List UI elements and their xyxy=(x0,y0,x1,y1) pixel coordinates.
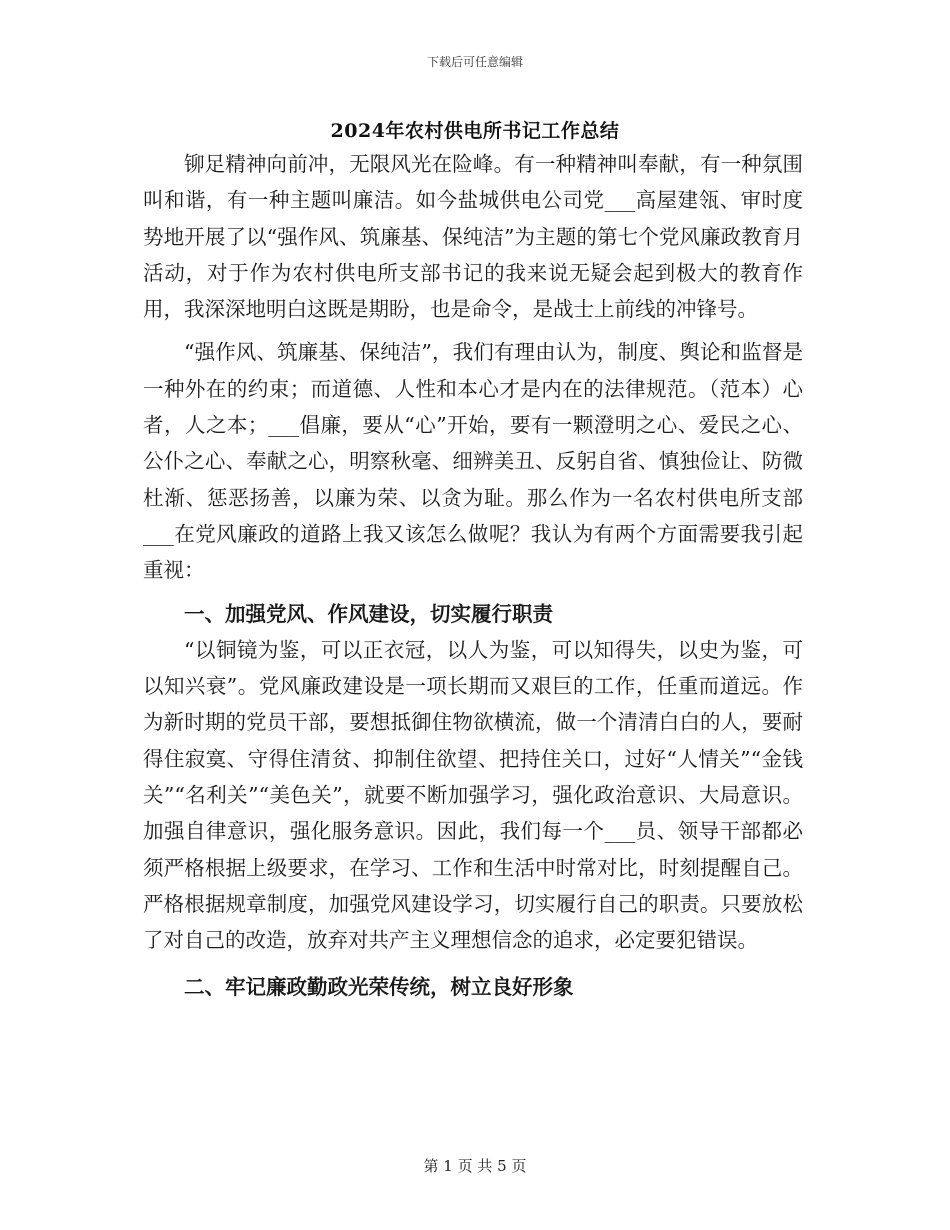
paragraph-theme: “强作风、筑廉基、保纯洁”，我们有理由认为，制度、舆论和监督是一种外在的约束；而道德、人性和本心才是内在的法律规范。（范本）心者，人之本；___倡廉，要从“心”开始，要有一颗澄明之心、爱民之心、公仆之心、奉献之心，明察秋毫、细辨美丑、反躬自省、慎独俭让、防微杜渐、惩恶扬善，以廉为荣、以贪为耻。那么作为一名农村供电所支部___在党风廉政的道路上我又该怎么做呢？我认为有两个方面需要我引起重视： xyxy=(143,340,803,583)
document-title: 2024年农村供电所书记工作总结 xyxy=(330,120,620,142)
section-heading-1: 一、加强党风、作风建设，切实履行职责 xyxy=(184,601,553,626)
document-body xyxy=(143,146,803,1005)
header-note: 下载后可任意编辑 xyxy=(426,55,523,69)
paragraph-intro: 铆足精神向前冲，无限风光在险峰。有一种精神叫奉献，有一种氛围叫和谐，有一种主题叫廉洁。如今盐城供电公司党___高屋建瓴、审时度势地开展了以“强作风、筑廉基、保纯洁”为主题的第七个党风廉政教育月活动，对于作为农村供电所支部书记的我来说无疑会起到极大的教育作用，我深深地明白这既是期盼，也是命令，是战士上前线的冲锋号。 xyxy=(143,152,803,322)
section-heading-2: 二、牢记廉政勤政光荣传统，树立良好形象 xyxy=(184,974,574,999)
paragraph-section-1: “以铜镜为鉴，可以正衣冠，以人为鉴，可以知得失，以史为鉴，可以知兴衰”。党风廉政建设是一项长期而又艰巨的工作，任重而道远。作为新时期的党员干部，要想抵御住物欲横流，做一个清清白白的人，要耐得住寂寞、守得住清贫、抑制住欲望、把持住关口，过好“人情关”“金钱关”“名利关”“美色关”，就要不断加强学习，强化政治意识、大局意识。加强自律意识，强化服务意识。因此，我们每一个___员、领导干部都必须严格根据上级要求，在学习、工作和生活中时常对比，时刻提醒自己。严格根据规章制度，加强党风建设学习，切实履行自己的职责。只要放松了对自己的改造，放弃对共产主义理想信念的追求，必定要犯错误。 xyxy=(143,637,803,953)
page-number: 第 1 页 共 5 页 xyxy=(423,1157,527,1175)
